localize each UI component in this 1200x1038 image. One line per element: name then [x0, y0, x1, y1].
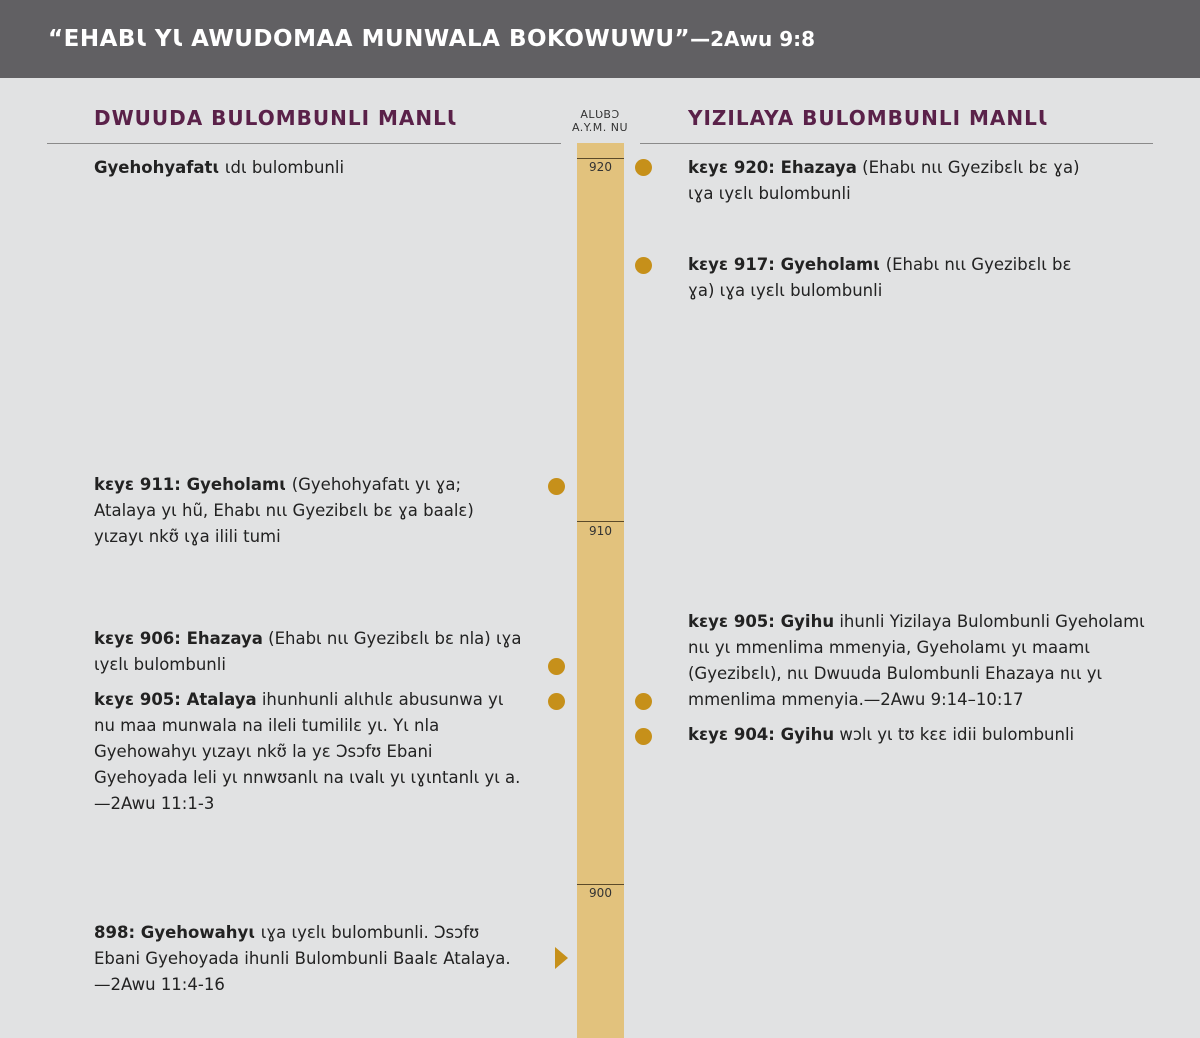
- entry-heading: 898: Gyehowahyɩ: [94, 923, 256, 942]
- tick-label-910: 910: [589, 524, 612, 538]
- entry-text: (Ehabɩ nɩɩ Gyezibɛlɩ bɛ ɣa) ɩɣa ɩyɛlɩ bulombunli: [688, 255, 1072, 300]
- entry-text: ihunhunli alɩhɩlɛ abusunwa yɩ nu maa munwala na ileli tumililɛ yɩ. Yɩ nla Gyehowahyɩ yɩzayɩ nkʊ̃ la yɛ Ɔsɔfʊ Ebani Gyehoyada leli yɩ nnwʊanlɩ na ɩvalɩ yɩ ɩɣɩntanlɩ yɩ a.—2Awu 11:1-3: [94, 690, 521, 813]
- marker-911-left: [548, 478, 565, 495]
- entry-heading: Gyehohyafatɩ: [94, 158, 220, 177]
- entry-heading: kɛyɛ 905: Gyihu: [688, 612, 835, 631]
- entry-heading: kɛyɛ 911: Gyeholamɩ: [94, 475, 287, 494]
- entry-heading: kɛyɛ 917: Gyeholamɩ: [688, 255, 881, 274]
- tick-label-920: 920: [589, 160, 612, 174]
- left-divider: [47, 143, 561, 144]
- entry-text: ɩdɩ bulombunli: [219, 158, 345, 177]
- left-entry: [94, 687, 524, 817]
- tick-910: [577, 521, 624, 522]
- marker-898-left: [555, 947, 568, 969]
- entry-text: ɩɣa ɩyɛlɩ bulombunli. Ɔsɔfʊ Ebani Gyehoyada ihunli Bulombunli Baalɛ Atalaya.—2Awu 11:4-16: [94, 923, 511, 994]
- marker-905-left: [548, 693, 565, 710]
- marker-920-right: [635, 159, 652, 176]
- right-entry: [688, 252, 1088, 304]
- right-divider: [640, 143, 1153, 144]
- entry-heading: kɛyɛ 904: Gyihu: [688, 725, 835, 744]
- marker-905-right: [635, 693, 652, 710]
- marker-917-right: [635, 257, 652, 274]
- left-entry: [94, 626, 524, 678]
- entry-heading: kɛyɛ 920: Ehazaya: [688, 158, 857, 177]
- left-column-title: DWUUDA BULOMBUNLI MANLƖ: [94, 106, 457, 130]
- entry-text: (Ehabɩ nɩɩ Gyezibɛlɩ bɛ ɣa) ɩɣa ɩyɛlɩ bulombunli: [688, 158, 1080, 203]
- left-entry: [94, 472, 524, 550]
- entry-text: wɔlɩ yɩ tʊ kɛɛ idii bulombunli: [834, 725, 1075, 744]
- left-entry: [94, 155, 524, 181]
- entry-text: (Gyehohyafatɩ yɩ ɣa; Atalaya yɩ hũ, Ehabɩ nɩɩ Gyezibɛlɩ bɛ ɣa baalɛ) yɩzayɩ nkʊ̃ ɩɣa ilili tumi: [94, 475, 474, 546]
- entry-text: (Ehabɩ nɩɩ Gyezibɛlɩ bɛ nla) ɩɣa ɩyɛlɩ bulombunli: [94, 629, 522, 674]
- axis-label-line2: A.Y.M. NU: [571, 121, 629, 134]
- scripture-reference: —2Awu 9:8: [690, 27, 816, 51]
- page-title: “EHABƖ YƖ AWUDOMAA MUNWALA BOKOWUWU”: [48, 26, 691, 52]
- tick-900: [577, 884, 624, 885]
- axis-label: [562, 108, 638, 134]
- marker-906-left: [548, 658, 565, 675]
- right-entry: [688, 609, 1158, 713]
- entry-text: ihunli Yizilaya Bulombunli Gyeholamɩ nɩɩ yɩ mmenlima mmenyia, Gyeholamɩ yɩ maamɩ (Gyezibɛlɩ), nɩɩ Dwuuda Bulombunli Ehazaya nɩɩ yɩ mmenlima mmenyia.—2Awu 9:14–10:17: [688, 612, 1145, 709]
- tick-label-900: 900: [589, 886, 612, 900]
- tick-920: [577, 158, 624, 159]
- entry-heading: kɛyɛ 906: Ehazaya: [94, 629, 263, 648]
- right-column-title: YIZILAYA BULOMBUNLI MANLƖ: [688, 106, 1048, 130]
- left-entry: [94, 920, 514, 998]
- marker-904-right: [635, 728, 652, 745]
- entry-heading: kɛyɛ 905: Atalaya: [94, 690, 257, 709]
- right-entry: [688, 722, 1158, 748]
- title-banner: [0, 0, 1200, 78]
- timeline-bar: [577, 143, 624, 1038]
- axis-label-line1: ALƲBƆ: [580, 108, 620, 121]
- right-entry: [688, 155, 1088, 207]
